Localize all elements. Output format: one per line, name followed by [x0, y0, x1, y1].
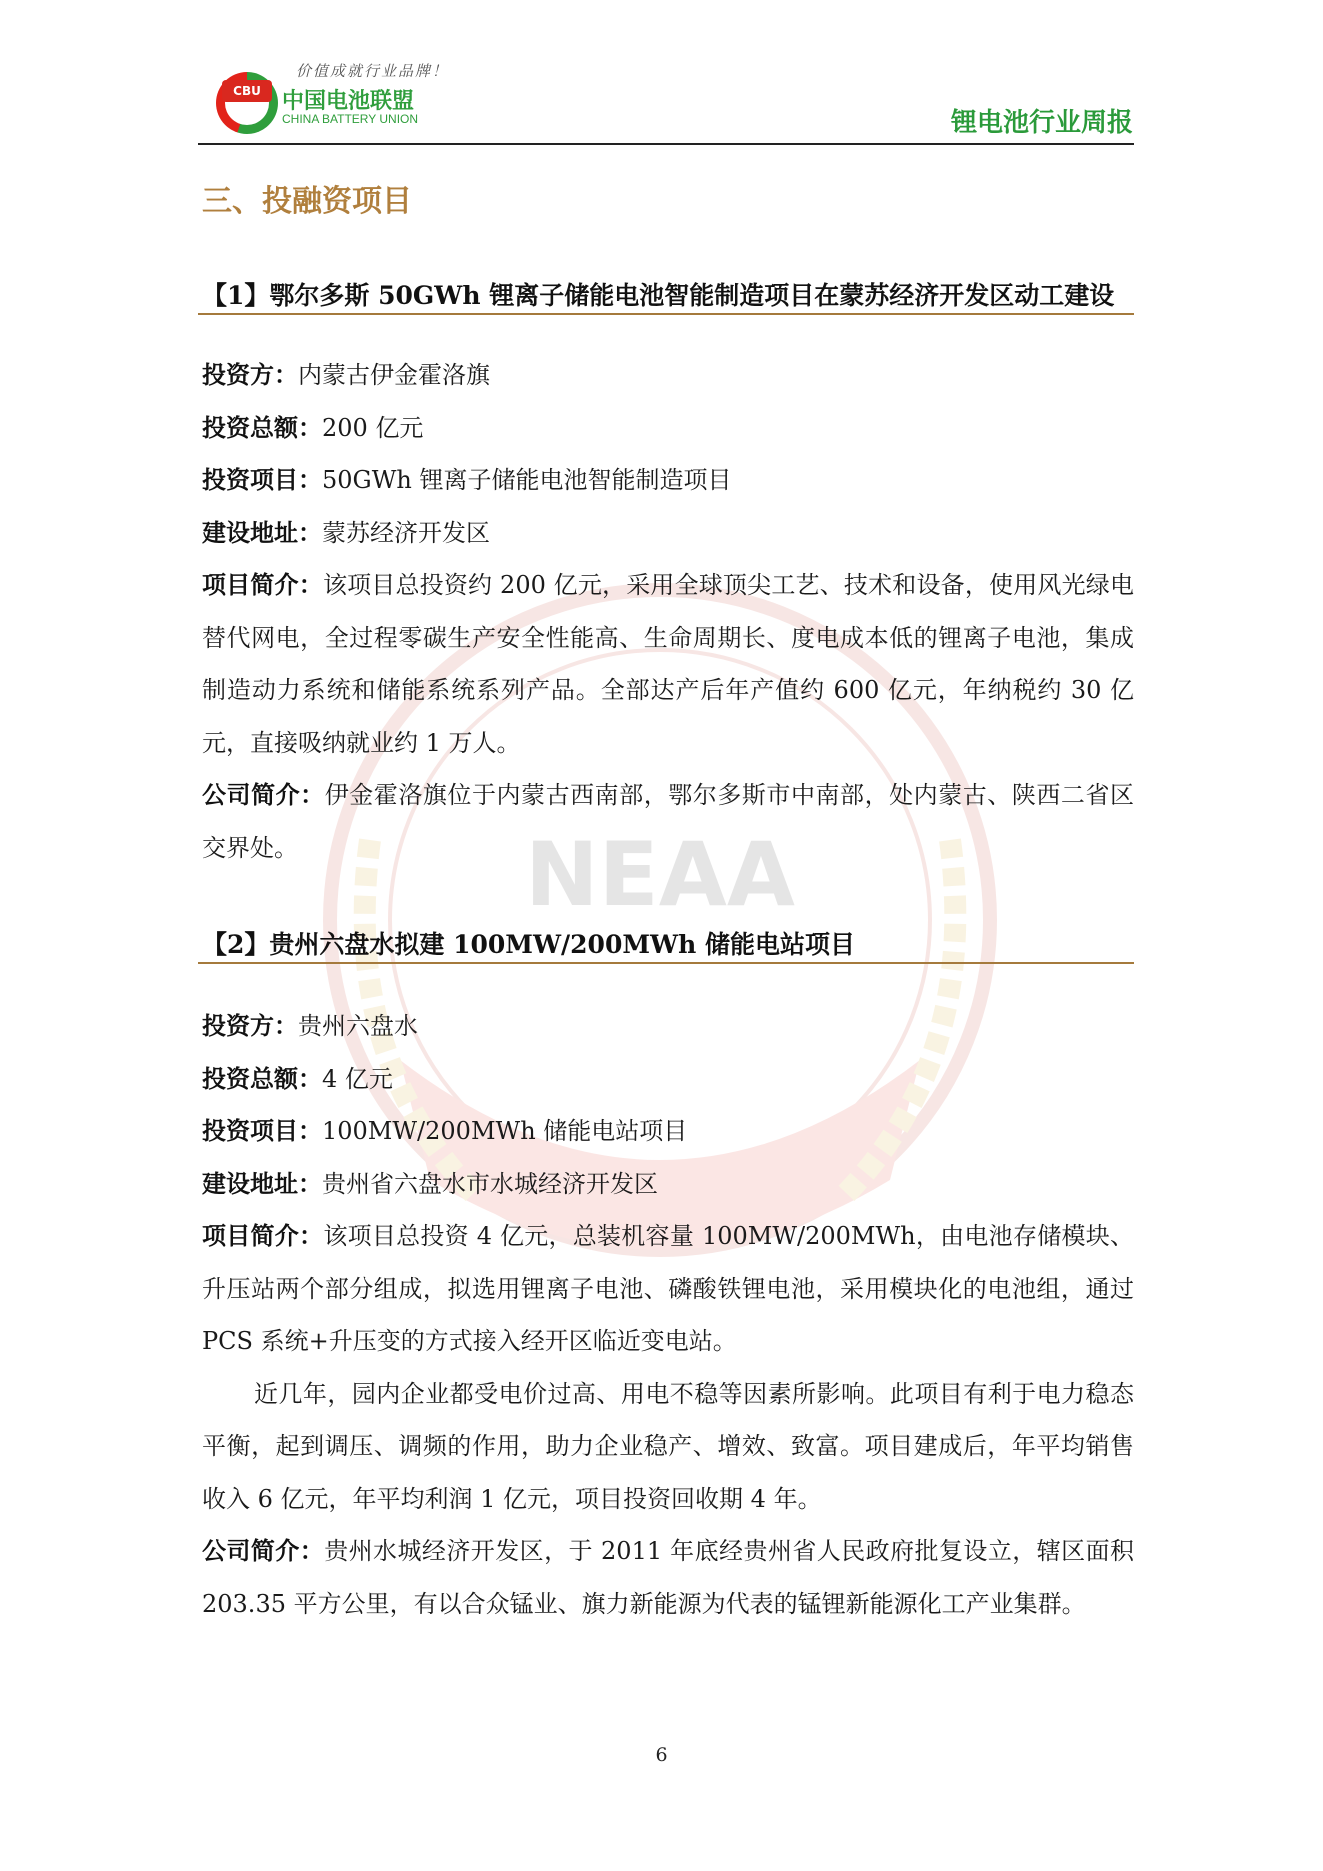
- section-title: 三、投融资项目: [202, 184, 412, 219]
- report-title: 锂电池行业周报: [950, 108, 1133, 138]
- logo-name-cn: 中国电池联盟: [282, 89, 415, 114]
- project-1-investor: 投资方：内蒙古伊金霍洛旗: [202, 360, 490, 389]
- project-1-site: 建设地址：蒙苏经济开发区: [202, 517, 490, 547]
- project-2-heading: 【2】贵州六盘水拟建 100MW/200MWh 储能电站项目: [202, 930, 855, 959]
- project-1-divider: [198, 313, 1134, 315]
- project-1-heading: 【1】鄂尔多斯 50GWh 锂离子储能电池智能制造项目在蒙苏经济开发区动工建设: [202, 281, 1115, 310]
- project-1-item: 投资项目：50GWh 锂离子储能电池智能制造项目: [202, 465, 732, 494]
- project-2-details: [202, 1000, 1134, 1630]
- project-2-divider: [198, 962, 1134, 964]
- project-2-intro: 项目简介：该项目总投资 4 亿元，总装机容量 100MW/200MWh，由电池存储模块、升压站两个部分组成，拟选用锂离子电池、磷酸铁锂电池，采用模块化的电池组，通过 PCS 系统+升压变的方式接入经开区临近变电站。: [202, 1221, 1134, 1355]
- project-2-extra-paragraph: 近几年，园内企业都受电价过高、用电不稳等因素所影响。此项目有利于电力稳态平衡，起到调压、调频的作用，助力企业稳产、增效、致富。项目建成后，年平均销售收入 6 亿元，年平均利润 1 亿元，项目投资回收期 4 年。: [202, 1379, 1134, 1513]
- project-1-company: 公司简介：伊金霍洛旗位于内蒙古西南部，鄂尔多斯市中南部，处内蒙古、陕西二省区交界处。: [202, 780, 1134, 862]
- logo-slogan: 价值成就行业品牌！: [296, 62, 450, 80]
- logo-name-en: CHINA BATTERY UNION: [282, 112, 419, 126]
- project-1-intro: 项目简介：该项目总投资约 200 亿元，采用全球顶尖工艺、技术和设备，使用风光绿电替代网电，全过程零碳生产安全性能高、生命周期长、度电成本低的锂离子电池，集成制造动力系统和储能系统系列产品。全部达产后年产值约 600 亿元，年纳税约 30 亿元，直接吸纳就业约 1 万人。: [202, 570, 1134, 757]
- logo-badge: CBU: [222, 80, 272, 102]
- logo: [216, 60, 450, 140]
- project-2-site: 建设地址：贵州省六盘水市水城经济开发区: [202, 1168, 658, 1198]
- watermark-text: NEAA: [525, 823, 795, 926]
- project-2-company: 公司简介：贵州水城经济开发区，于 2011 年底经贵州省人民政府批复设立，辖区面积 203.35 平方公里，有以合众锰业、旗力新能源为代表的锰锂新能源化工产业集群。: [202, 1536, 1135, 1618]
- project-1-details: [202, 349, 1134, 874]
- project-2-item: 投资项目：100MW/200MWh 储能电站项目: [202, 1116, 688, 1145]
- header-divider: [198, 143, 1134, 145]
- project-2-amount: 投资总额：4 亿元: [202, 1063, 393, 1093]
- project-1-amount: 投资总额：200 亿元: [202, 412, 424, 442]
- page-number: 6: [655, 1744, 668, 1766]
- project-2-investor: 投资方：贵州六盘水: [202, 1011, 418, 1040]
